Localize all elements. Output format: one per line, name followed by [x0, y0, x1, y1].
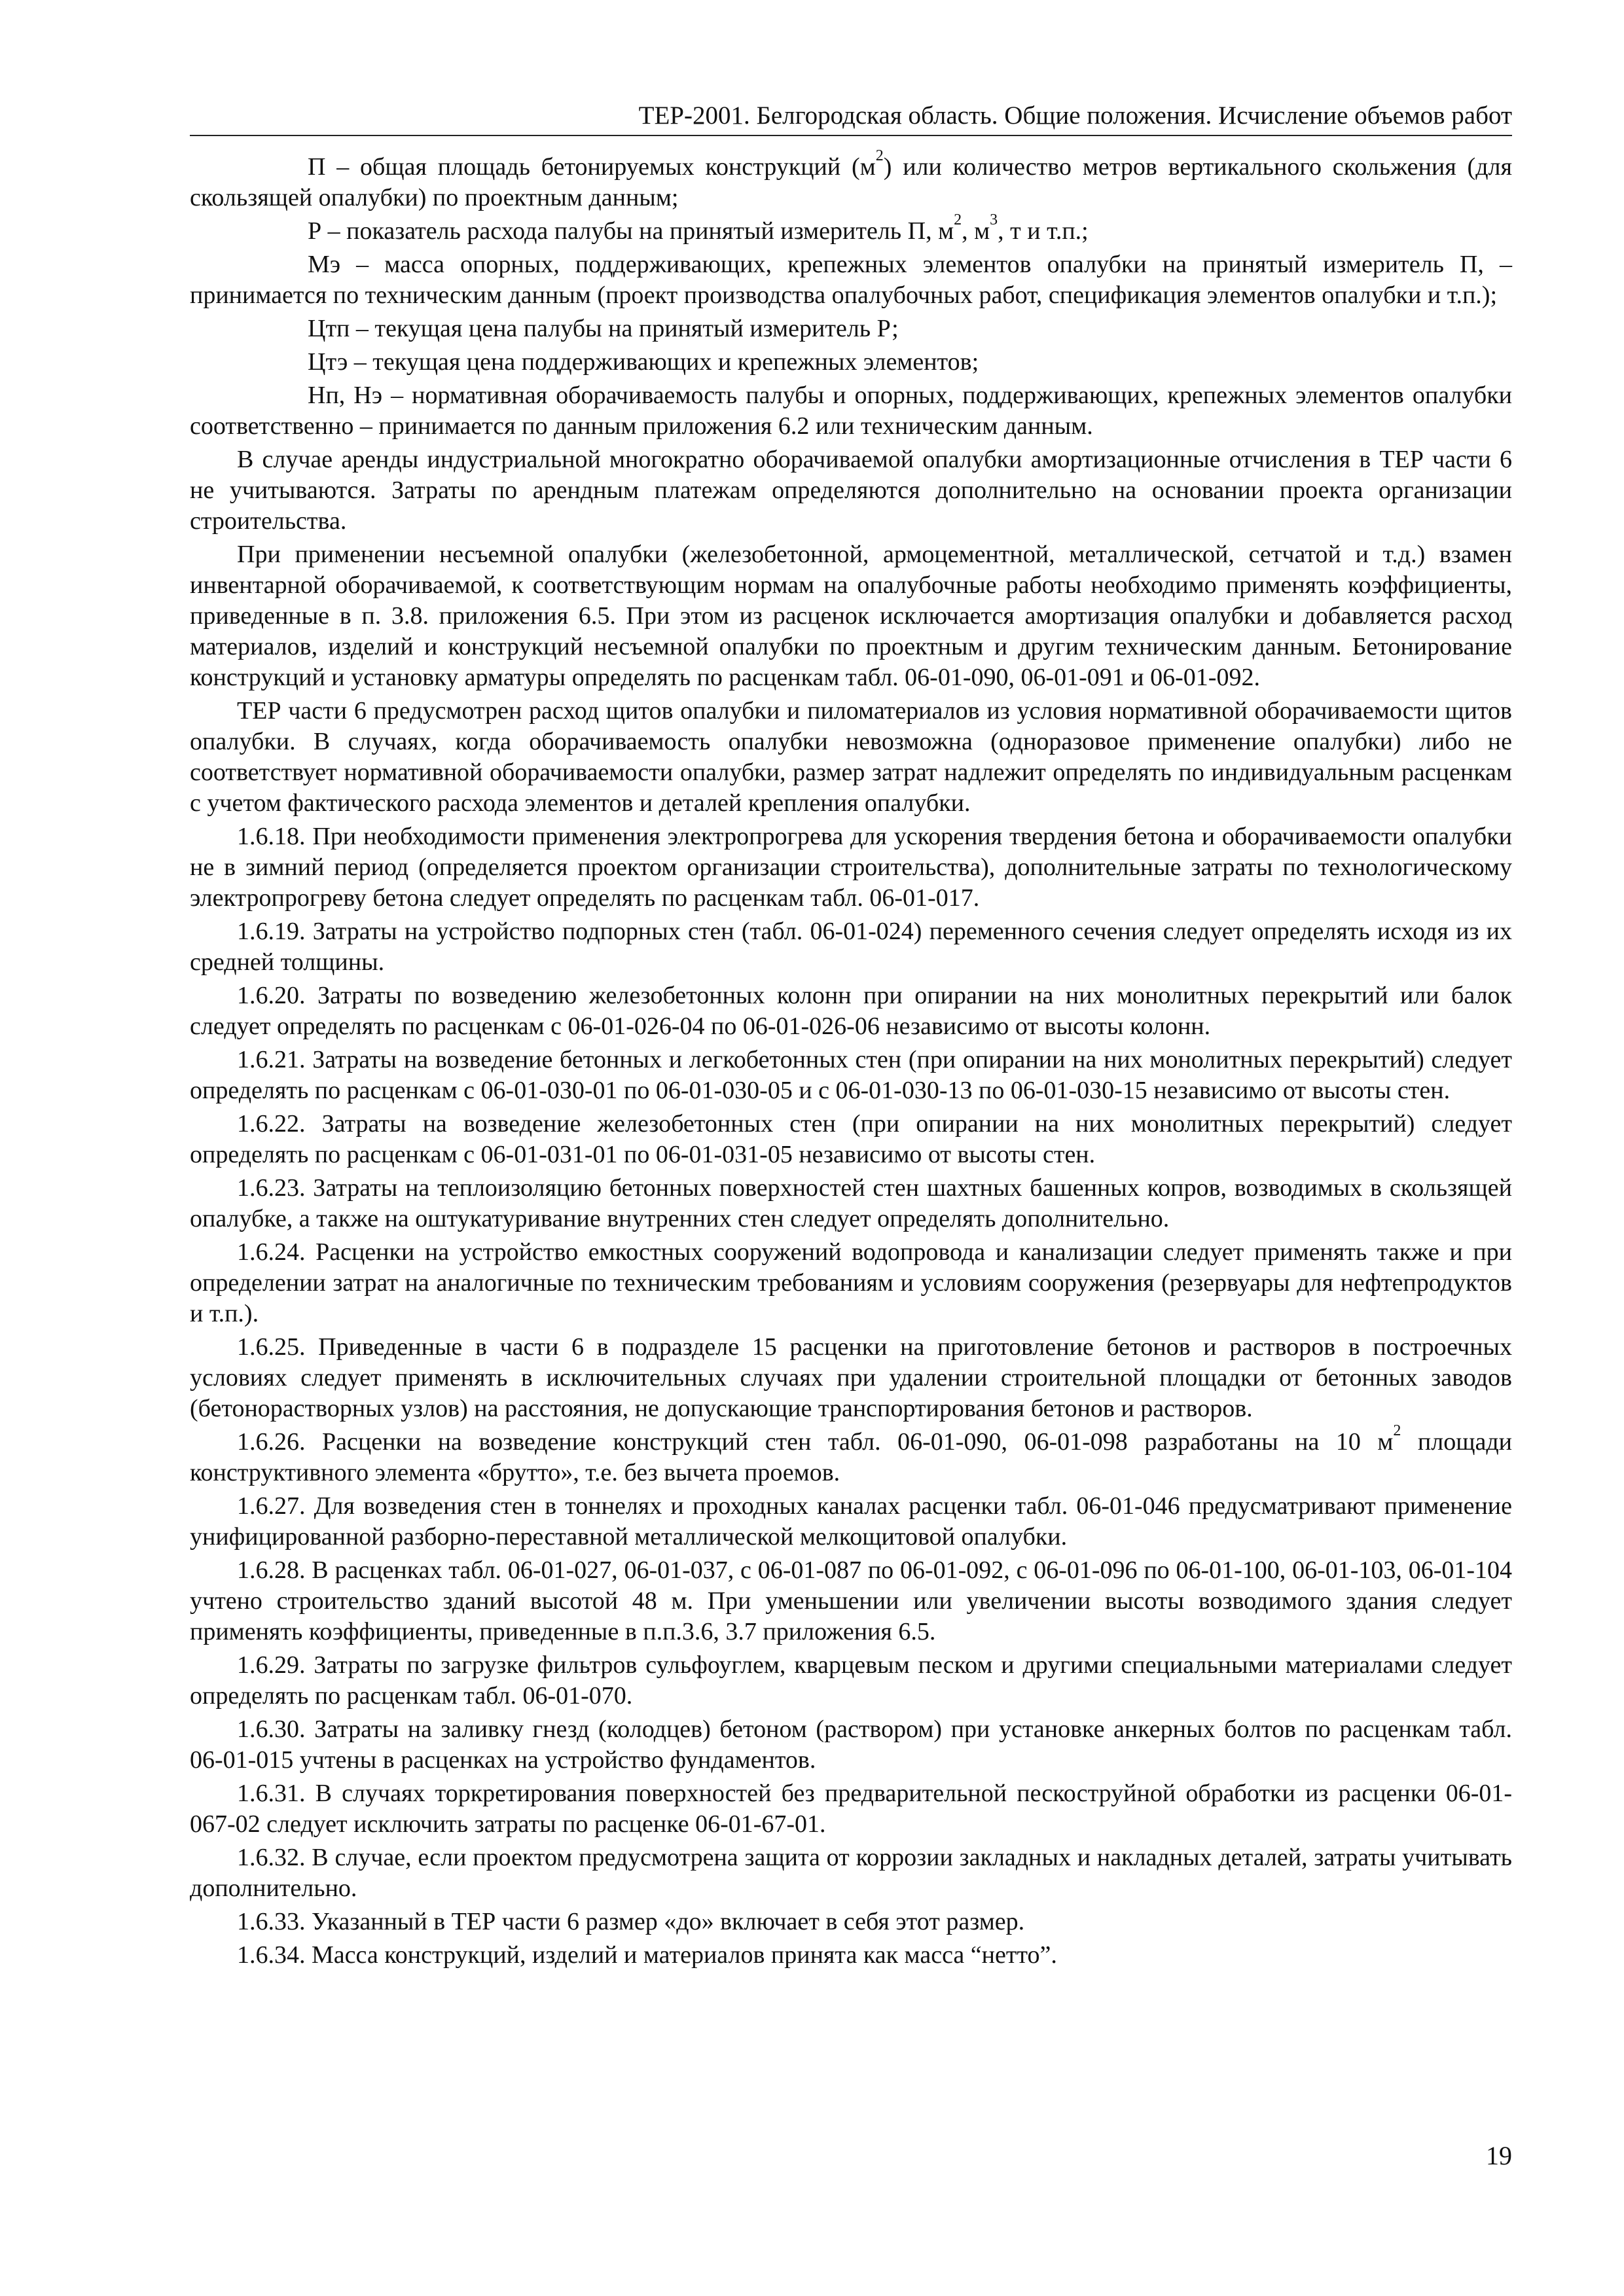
clause-1-6-19: 1.6.19. Затраты на устройство подпорных стен (табл. 06-01-024) переменного сечения следует определять исходя из их средней толщины.	[190, 918, 1512, 976]
page-header	[190, 97, 1512, 136]
clause-1-6-30: 1.6.30. Затраты на заливку гнезд (колодцев) бетоном (раствором) при установке анкерных болтов по расценкам табл. 06-01-015 учтены в расценках на устройство фундаментов.	[190, 1715, 1512, 1774]
definition-r: Р – показатель расхода палубы на принятый измеритель П, $м^2$, $м^3$, т и т.п.;	[308, 211, 1089, 245]
paragraph-fixed-formwork: При применении несъемной опалубки (железобетонной, армоцементной, металлической, сетчатой и т.д.) взамен инвентарной оборачиваемой, к соответствующим нормам на опалубочные работы необходимо применять коэффициенты, приведенные в п. 3.8. приложения 6.5. При этом из расценок исключается амортизация опалубки и добавляется расход материалов, изделий и конструкций несъемной опалубки по проектным и другим техническим данным. Бетонирование конструкций и установку арматуры определять по расценкам табл. 06-01-090, 06-01-091 и 06-01-092.	[190, 541, 1512, 691]
definition-me: Мэ – масса опорных, поддерживающих, крепежных элементов опалубки на принятый измеритель П, – принимается по техническим данным (проект производства опалубочных работ, спецификация элементов опалубки и т.п.);	[190, 251, 1512, 309]
document-body	[190, 147, 1512, 1973]
clause-1-6-24: 1.6.24. Расценки на устройство емкостных сооружений водопровода и канализации следует применять также и при определении затрат на аналогичные по техническим требованиям и условиям сооружения (резервуары для нефтепродуктов и т.п.).	[190, 1238, 1512, 1327]
clause-1-6-27: 1.6.27. Для возведения стен в тоннелях и проходных каналах расценки табл. 06-01-046 предусматривают применение унифицированной разборно-переставной металлической мелкощитовой опалубки.	[190, 1492, 1512, 1551]
definition-cte: Цтэ – текущая цена поддерживающих и крепежных элементов;	[308, 348, 979, 376]
header-title: ТЕР-2001. Белгородская область. Общие положения. Исчисление объемов работ	[638, 101, 1512, 130]
clause-1-6-21: 1.6.21. Затраты на возведение бетонных и легкобетонных стен (при опирании на них монолитных перекрытий) следует определять по расценкам с 06-01-030-01 по 06-01-030-05 и с 06-01-030-13 по 06-01-030-15 независимо от высоты стен.	[190, 1046, 1512, 1104]
clause-1-6-31: 1.6.31. В случаях торкретирования поверхностей без предварительной пескоструйной обработки из расценки 06-01-067-02 следует исключить затраты по расценке 06-01-67-01.	[190, 1780, 1512, 1838]
clause-1-6-25: 1.6.25. Приведенные в части 6 в подразделе 15 расценки на приготовление бетонов и растворов в построечных условиях следует применять в исключительных случаях при удалении строительной площадки от бетонных заводов (бетонорастворных узлов) на расстояния, не допускающие транспортирования бетонов и растворов.	[190, 1333, 1512, 1422]
paragraph-formwork-turnover: ТЕР части 6 предусмотрен расход щитов опалубки и пиломатериалов из условия нормативной оборачиваемости щитов опалубки. В случаях, когда оборачиваемость опалубки невозможна (одноразовое применение опалубки) либо не соответствует нормативной оборачиваемости опалубки, размер затрат надлежит определять по индивидуальным расценкам с учетом фактического расхода элементов и деталей крепления опалубки.	[190, 697, 1512, 817]
clause-1-6-34: 1.6.34. Масса конструкций, изделий и материалов принята как масса “нетто”.	[237, 1941, 1057, 1969]
clause-1-6-26: 1.6.26. Расценки на возведение конструкций стен табл. 06-01-090, 06-01-098 разработаны на 10 $м^2$ площади конструктивного элемента «брутто», т.е. без вычета проемов.	[190, 1422, 1512, 1486]
clause-1-6-20: 1.6.20. Затраты по возведению железобетонных колонн при опирании на них монолитных перекрытий или балок следует определять по расценкам с 06-01-026-04 по 06-01-026-06 независимо от высоты колонн.	[190, 982, 1512, 1040]
clause-1-6-18: 1.6.18. При необходимости применения электропрогрева для ускорения твердения бетона и оборачиваемости опалубки не в зимний период (определяется проектом организации строительства), дополнительные затраты по технологическому электропрогреву бетона следует определять по расценкам табл. 06-01-017.	[190, 823, 1512, 912]
paragraph-rental-formwork: В случае аренды индустриальной многократно оборачиваемой опалубки амортизационные отчисления в ТЕР части 6 не учитываются. Затраты по арендным платежам определяются дополнительно на основании проекта организации строительства.	[190, 446, 1512, 535]
definition-np-ne: Нп, Нэ – нормативная оборачиваемость палубы и опорных, поддерживающих, крепежных элементов опалубки соответственно – принимается по данным приложения 6.2 или техническим данным.	[190, 382, 1512, 440]
definition-ctp: Цтп – текущая цена палубы на принятый измеритель Р;	[308, 315, 899, 342]
clause-1-6-33: 1.6.33. Указанный в ТЕР части 6 размер «до» включает в себя этот размер.	[237, 1908, 1025, 1935]
clause-1-6-23: 1.6.23. Затраты на теплоизоляцию бетонных поверхностей стен шахтных башенных копров, возводимых в скользящей опалубке, а также на оштукатуривание внутренних стен следует определять дополнительно.	[190, 1174, 1512, 1232]
definition-p: П – общая площадь бетонируемых конструкций $(м^2)$ или количество метров вертикального скольжения (для скользящей опалубки) по проектным данным;	[190, 147, 1512, 211]
page-number: 19	[1486, 2141, 1512, 2170]
clause-1-6-32: 1.6.32. В случае, если проектом предусмотрена защита от коррозии закладных и накладных деталей, затраты учитывать дополнительно.	[190, 1844, 1512, 1902]
clause-1-6-28: 1.6.28. В расценках табл. 06-01-027, 06-01-037, с 06-01-087 по 06-01-092, с 06-01-096 по 06-01-100, 06-01-103, 06-01-104 учтено строительство зданий высотой 48 м. При уменьшении или увеличении высоты возводимого здания следует применять коэффициенты, приведенные в п.п.3.6, 3.7 приложения 6.5.	[190, 1556, 1512, 1645]
clause-1-6-22: 1.6.22. Затраты на возведение железобетонных стен (при опирании на них монолитных перекрытий) следует определять по расценкам с 06-01-031-01 по 06-01-031-05 независимо от высоты стен.	[190, 1110, 1512, 1168]
clause-1-6-29: 1.6.29. Затраты по загрузке фильтров сульфоуглем, кварцевым песком и другими специальными материалами следует определять по расценкам табл. 06-01-070.	[190, 1651, 1512, 1710]
